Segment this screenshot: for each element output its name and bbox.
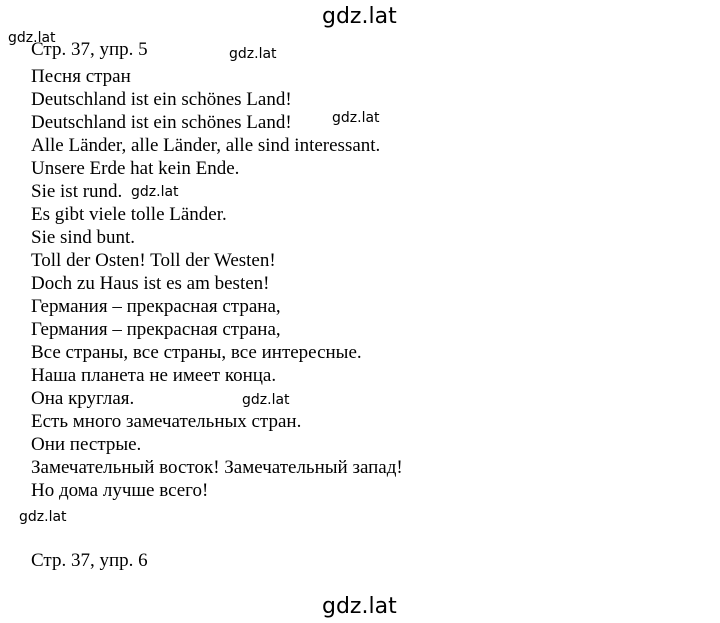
poem-line: Есть много замечательных стран. — [31, 411, 302, 432]
poem-line: Es gibt viele tolle Länder. — [31, 204, 227, 225]
poem-line: Замечательный восток! Замечательный запад! — [31, 457, 403, 478]
poem-line: Все страны, все страны, все интересные. — [31, 342, 362, 363]
poem-line: Она круглая. — [31, 388, 135, 409]
watermark-bottom: gdz.lat — [322, 594, 397, 619]
poem-line: Doch zu Haus ist es am besten! — [31, 273, 270, 294]
poem-line: Наша планета не имеет конца. — [31, 365, 277, 386]
exercise-5-heading: Стр. 37, упр. 5 — [31, 39, 148, 60]
poem-line: Deutschland ist ein schönes Land! — [31, 89, 292, 110]
watermark-center: gdz.lat — [242, 392, 290, 408]
poem-line: Они пестрые. — [31, 434, 142, 455]
poem-line: Alle Länder, alle Länder, alle sind interessant. — [31, 135, 381, 156]
poem-line: Но дома лучше всего! — [31, 480, 209, 501]
watermark-right: gdz.lat — [332, 110, 380, 126]
watermark-left: gdz.lat — [8, 30, 56, 46]
poem-line: Песня стран — [31, 66, 131, 87]
poem-line: Toll der Osten! Toll der Westen! — [31, 250, 276, 271]
poem-line: Unsere Erde hat kein Ende. — [31, 158, 240, 179]
poem-line: Sie ist rund. — [31, 181, 123, 202]
poem-line: Германия – прекрасная страна, — [31, 296, 281, 317]
watermark-upper-middle: gdz.lat — [229, 46, 277, 62]
watermark-inline: gdz.lat — [131, 184, 179, 200]
poem-line: Deutschland ist ein schönes Land! — [31, 112, 292, 133]
watermark-top: gdz.lat — [322, 4, 397, 29]
exercise-6-heading: Стр. 37, упр. 6 — [31, 550, 148, 571]
watermark-lower-left: gdz.lat — [19, 509, 67, 525]
poem-line: Sie sind bunt. — [31, 227, 135, 248]
poem-line: Германия – прекрасная страна, — [31, 319, 281, 340]
